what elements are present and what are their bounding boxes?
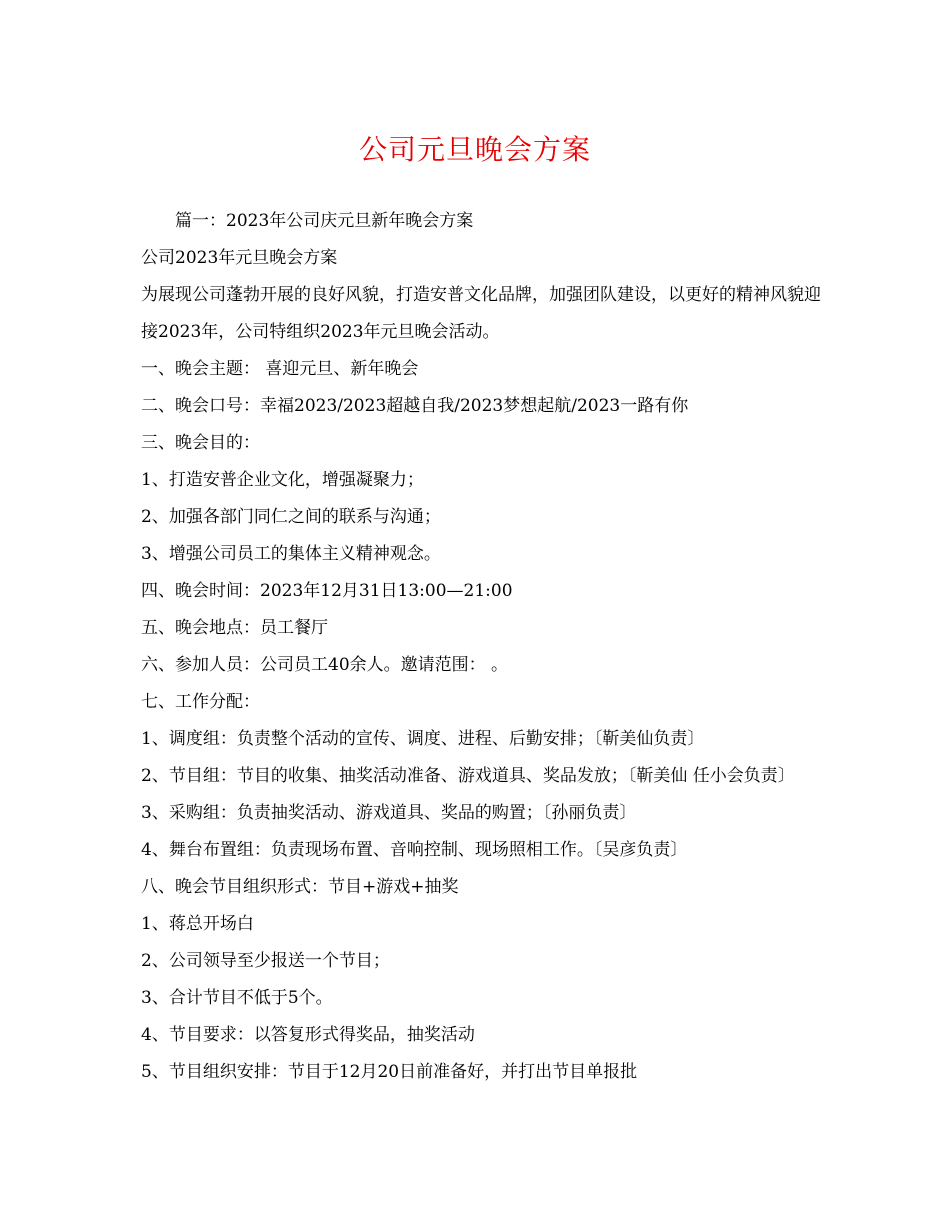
text-line: 3、增强公司员工的集体主义精神观念。 xyxy=(141,544,441,564)
text-line: 四、晚会时间：2023年12月31日13:00—21:00 xyxy=(141,581,513,601)
text-line: 二、晚会口号：幸福2023/2023超越自我/2023梦想起航/2023一路有你 xyxy=(141,396,689,416)
text-line: 4、节目要求：以答复形式得奖品，抽奖活动 xyxy=(141,1025,475,1045)
text-line: 1、蒋总开场白 xyxy=(141,914,254,934)
text-line: 1、打造安普企业文化，增强凝聚力； xyxy=(141,470,424,490)
text-line: 3、合计节目不低于5个。 xyxy=(141,988,333,1008)
text-line: 五、晚会地点：员工餐厅 xyxy=(141,618,328,638)
text-line: 一、晚会主题： 喜迎元旦、新年晚会 xyxy=(141,359,419,379)
text-line: 1、调度组：负责整个活动的宣传、调度、进程、后勤安排；〔靳美仙负责〕 xyxy=(141,729,705,749)
text-line: 2、公司领导至少报送一个节目； xyxy=(141,951,390,971)
text-line: 2、节目组：节目的收集、抽奖活动准备、游戏道具、奖品发放；〔靳美仙 任小会负责〕 xyxy=(141,766,795,786)
text-line: 七、工作分配： xyxy=(141,692,260,712)
text-line: 3、采购组：负责抽奖活动、游戏道具、奖品的购置；〔孙丽负责〕 xyxy=(141,803,637,823)
text-line: 5、节目组织安排：节目于12月20日前准备好，并打出节目单报批 xyxy=(141,1062,638,1082)
intro-paragraph: 为展现公司蓬勃开展的良好风貌，打造安普文化品牌，加强团队建设，以更好的精神风貌迎接2023年，公司特组织2023年元旦晚会活动。 xyxy=(141,285,821,342)
text-line: 4、舞台布置组：负责现场布置、音响控制、现场照相工作。〔吴彦负责〕 xyxy=(141,840,688,860)
subtitle-line: 公司2023年元旦晚会方案 xyxy=(141,248,338,268)
text-line: 八、晚会节目组织形式：节目+游戏+抽奖 xyxy=(141,877,459,897)
document-body xyxy=(141,203,821,1091)
section-heading: 篇一：2023年公司庆元旦新年晚会方案 xyxy=(175,211,474,231)
text-line: 2、加强各部门同仁之间的联系与沟通； xyxy=(141,507,441,527)
text-line: 六、参加人员：公司员工40余人。邀请范围： 。 xyxy=(141,655,509,675)
document-title: 公司元旦晚会方案 xyxy=(358,133,591,166)
text-line: 三、晚会目的： xyxy=(141,433,260,453)
